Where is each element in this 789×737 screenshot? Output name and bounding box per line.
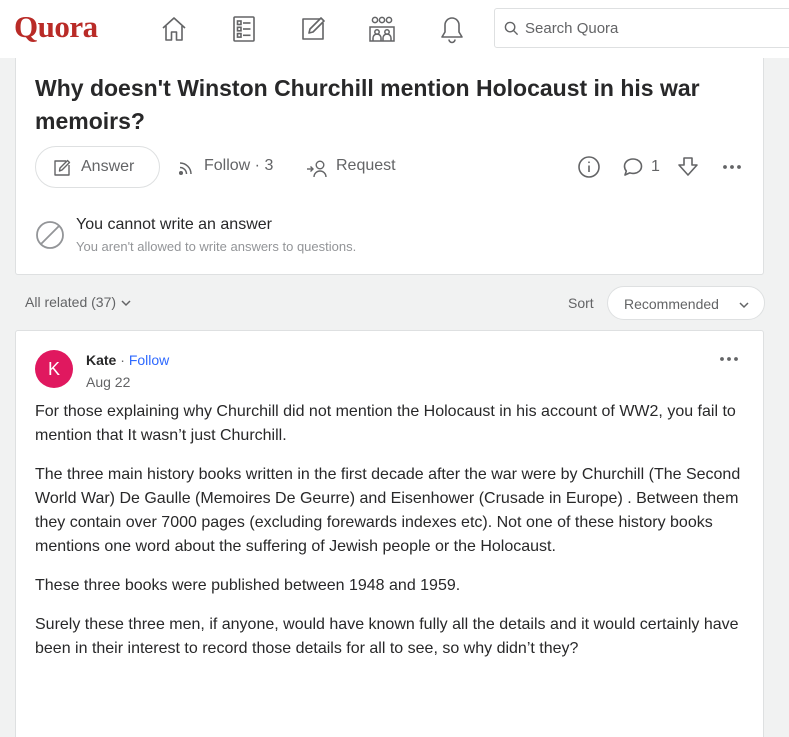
all-related-label: All related (37) <box>25 294 117 310</box>
cannot-answer-title: You cannot write an answer <box>76 216 272 233</box>
write-icon[interactable] <box>298 14 328 44</box>
answer-paragraph: For those explaining why Churchill did not mention the Holocaust in his account of WW2, you fail to mention that It wasn’t just Churchill. <box>35 403 736 444</box>
comment-count: 1 <box>651 158 660 175</box>
cannot-answer-subtitle: You aren't allowed to write answers to questions. <box>76 239 357 254</box>
more-options-icon[interactable] <box>716 349 742 369</box>
answer-paragraph: Surely these three men, if anyone, would have known fully all the details and it would certainly have been in their interest to record those details for all to see, so why didn’t they? <box>35 616 739 657</box>
quora-logo[interactable]: Quora <box>14 9 98 44</box>
follow-rss-icon <box>176 158 196 178</box>
info-icon[interactable] <box>577 155 601 179</box>
answer-paragraph: The three main history books written in the first decade after the war were by Churchill (The Second World War) De Gaulle (Memoires De Geurre) and Eisenhower (Crusade in Europe) . Between them they contain over 7000 pages (excluding forewards indexes etc). Not one of these history books mentions one word about the suffering of Jewish people or the Holocaust. <box>35 466 741 555</box>
search-box[interactable] <box>494 8 789 48</box>
notifications-icon[interactable] <box>437 14 467 44</box>
sort-label: Sort <box>568 295 594 311</box>
downvote-icon[interactable] <box>676 155 700 179</box>
no-entry-icon <box>35 220 65 250</box>
answer-paragraph: These three books were published between 1948 and 1959. <box>35 577 461 594</box>
follow-author-link[interactable]: Follow <box>128 352 170 368</box>
question-title[interactable]: Why doesn't Winston Churchill mention Holocaust in his war memoirs? <box>35 75 700 134</box>
question-card <box>15 58 764 275</box>
top-nav <box>0 0 789 58</box>
author-line <box>86 352 169 368</box>
answer-button[interactable] <box>35 146 160 188</box>
more-options-icon[interactable] <box>720 155 744 179</box>
all-related-dropdown[interactable] <box>25 294 132 310</box>
search-icon <box>504 21 519 36</box>
request-button-label: Request <box>336 157 396 174</box>
following-icon[interactable] <box>229 14 259 44</box>
request-user-icon <box>306 158 328 178</box>
answer-button-label: Answer <box>81 158 135 175</box>
home-icon[interactable] <box>159 14 189 44</box>
spaces-icon[interactable] <box>367 14 397 44</box>
chevron-down-icon <box>738 299 750 311</box>
comment-icon[interactable] <box>621 155 645 179</box>
avatar[interactable]: K <box>35 350 73 388</box>
search-input[interactable] <box>525 9 785 47</box>
follow-button-label: Follow · 3 <box>204 157 274 174</box>
sort-value: Recommended <box>624 296 719 312</box>
sort-dropdown[interactable] <box>607 286 765 320</box>
author-name[interactable]: Kate <box>86 352 117 368</box>
answer-body <box>35 400 747 676</box>
answer-date[interactable]: Aug 22 <box>86 374 131 390</box>
pencil-icon <box>52 158 72 178</box>
author-separator: · <box>116 352 129 368</box>
chevron-down-icon <box>120 297 132 309</box>
answer-card <box>15 330 764 737</box>
